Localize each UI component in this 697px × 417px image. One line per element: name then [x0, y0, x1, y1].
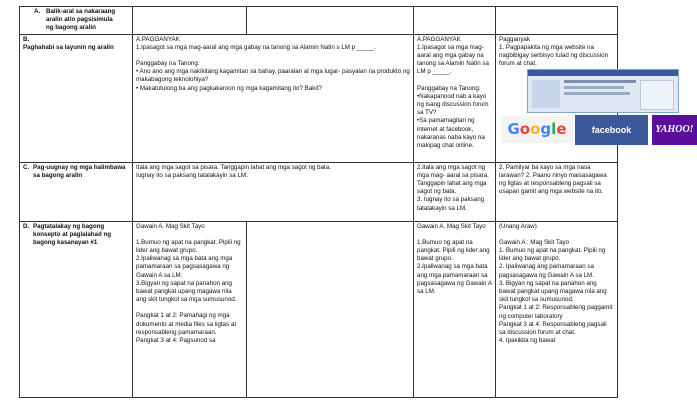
row-d-col3 — [496, 221, 618, 397]
row-b-col1 — [133, 34, 414, 162]
row-d-col1-line: 2.Ipaliwanag sa mga bata ang mga pamamaraan sa pagsasagawa ng Gawain A sa LM. — [136, 255, 233, 279]
row-a — [20, 7, 618, 35]
row-b-col2-line: Panggabay na Tanong: — [417, 84, 481, 92]
row-d-col2-line: 1.Bumuo ng apat na pangkat. Pipili ng lider ang bawat grupo. — [417, 238, 490, 263]
row-d-col1-line: Pangkat 3 at 4: Pagsunod sa — [136, 337, 216, 345]
row-b-col3-line: Pagganyak — [499, 35, 530, 43]
row-a-cell-3 — [414, 7, 496, 35]
row-b-col2-line: 1.Ipasagot sa mga mag-aaral ang mga gabay na tanong sa Alamin Natin sa LM p _____. — [417, 43, 489, 76]
row-c-col2-line: 3. Iugnay ito sa paksang tatalakayin sa LM. — [417, 196, 485, 212]
row-a-cell-2 — [247, 7, 414, 35]
row-c-label: Pag-uugnay ng mga halimbawa sa bagong aralin — [33, 163, 126, 179]
row-b-col1-line: • Ano ano ang mga nakikitang kagamitan sa bahay, paaralan at mga lugar- pasyalan na produkto ng makabagong teknolohiya? — [136, 68, 410, 84]
row-c-col3 — [496, 162, 618, 221]
row-b-col2-line: •Sa pamamagitan ng internet at facebook, nakaranas naba kayo na makipag chat online. — [417, 117, 485, 150]
row-c-col1-line: Iugnay ito sa paksang tatalakayin sa LM. — [136, 171, 248, 179]
row-d-col2 — [414, 221, 496, 397]
row-d-label-cell — [20, 221, 133, 397]
row-d-blank — [247, 221, 414, 397]
row-c-col2 — [414, 162, 496, 221]
row-d-code: D. — [23, 222, 30, 230]
row-a-label-cell — [20, 7, 133, 35]
row-c-col1 — [133, 162, 414, 221]
row-d-col2-gap — [417, 231, 492, 239]
row-b-col1-gap — [136, 52, 410, 60]
website-images — [499, 68, 694, 146]
row-d-col3-line: 2. Ipaliwanag ang pamamaraan sa pagsasagawa ng Gawain A sa LM. — [499, 263, 594, 279]
row-d-col1-line: 3.Bigyan ng sapat na panahon ang bawat pangkat upang magawa nila ang skit tungkol sa mga sumusunod. — [136, 279, 237, 304]
row-b-col3 — [496, 34, 694, 162]
row-d-col1-gap — [136, 231, 243, 239]
row-b-col1-line: • Makatutulong ba ang pagkakaroon ng mga kagamitang ito? Bakit? — [136, 84, 322, 92]
facebook-logo: facebook — [575, 115, 648, 145]
row-b-col2-line: A.PAGGANYAK — [417, 35, 461, 43]
row-b-col1-line: Panggabay na Tanong: — [136, 60, 200, 68]
row-d-col2-line: 2.Ipaliwanag sa mga bata ang mga pamamaraan sa pagsasagawa ng Gawain A sa LM. — [417, 263, 492, 296]
row-c-col3-line: 2. Pamilyar ba kayo sa mga nasa larawan? 2. Paano ninyo maisasagawa ng ligtas at responsableng pagsali sa usapan gamit ang mga website na ito. — [499, 163, 607, 196]
row-a-label: Balik-aral sa nakaraang aralin at/o pagsisimula ng bagong aralin — [46, 8, 116, 32]
row-a-code: A. — [34, 8, 41, 15]
row-d — [20, 221, 618, 397]
google-logo: Google — [501, 116, 573, 143]
discussion-forum-screenshot — [527, 69, 679, 113]
row-d-col3-line: (Unang Araw) — [499, 222, 537, 230]
row-d-col2-line: Gawain A. Mag Skit Tayo — [417, 222, 486, 230]
row-c-code: C. — [23, 163, 30, 171]
row-c — [20, 162, 618, 221]
row-d-col3-line: Pangkat 1 at 2: Responsableng paggamit ng computer laboratory — [499, 304, 613, 320]
row-d-col1-line: 1.Bumuo ng apat na pangkat. Pipili ng lider ang bawat grupo. — [136, 238, 241, 255]
row-d-col1-gap — [136, 304, 243, 312]
row-a-cell-1 — [133, 7, 247, 35]
row-d-col3-line: Pangkat 3 at 4: Responsableng pagsali sa discussion forum at chat. — [499, 320, 607, 337]
row-b-code: B. — [23, 35, 30, 43]
row-b-label-cell — [20, 34, 133, 162]
row-d-col3-gap — [499, 231, 614, 239]
row-b-col1-line: A.PAGGANYAK — [136, 35, 180, 43]
row-d-label: Pagtatalakay ng bagong konsepto at paglalahad ng bagong kasanayan #1 — [33, 222, 112, 247]
row-a-cell-4 — [496, 7, 618, 35]
yahoo-logo: YAHOO! — [652, 115, 697, 145]
row-b-col1-line: 1.Ipasagot sa mga mag-aaral ang mga gabay na tanong sa Alamin Natin s LM p _____. — [136, 43, 376, 51]
row-d-col3-line: 3. Bigyan ng sapat na panahon ang bawat pangkat upang magawa nila ang skit tungkol sa sumusunod. — [499, 279, 607, 304]
lesson-plan-table — [19, 6, 694, 398]
row-d-col1-line: Pangkat 1 at 2: Pamahagi ng mga dokumento at media files sa ligtas at responsableng pamamaraan. — [136, 312, 237, 336]
row-d-col3-line: 1. Bumuo ng apat na pangkat. Pipili ng lider ang bawat grupo. — [499, 247, 606, 263]
row-b-col2-gap — [417, 77, 492, 85]
row-b-label: Paghahabi sa layunin ng aralin — [23, 43, 114, 51]
row-d-col1 — [133, 221, 247, 397]
row-b-col3-line: 1. Pagpapakita ng mga website na nagbibigay serbisyo tulad ng discussion forum at chat. — [499, 43, 609, 68]
row-b-col2-line: •Nakapanood nab a kayo ng isang discussion forum sa TV? — [417, 92, 489, 117]
row-b — [20, 34, 618, 162]
row-d-col1-line: Gawain A. Mag Skit Tayo — [136, 222, 205, 230]
row-d-col3-line: Gawain A : Mag Skit Tayo — [499, 238, 570, 246]
row-c-col1-line: Itala ang mga sagot sa pisara. Tanggapin lahat ang mga sagot ng bata. — [136, 163, 331, 171]
row-d-col3-line: 4. Ipakikita ng bawat — [499, 337, 556, 345]
row-c-label-cell — [20, 162, 133, 221]
row-c-col2-line: 2.Itala ang mga sagot ng mga mag- aaral sa pisara. Tanggapin lahat ang mga sagot ng bata. — [417, 163, 489, 196]
row-b-col2 — [414, 34, 496, 162]
